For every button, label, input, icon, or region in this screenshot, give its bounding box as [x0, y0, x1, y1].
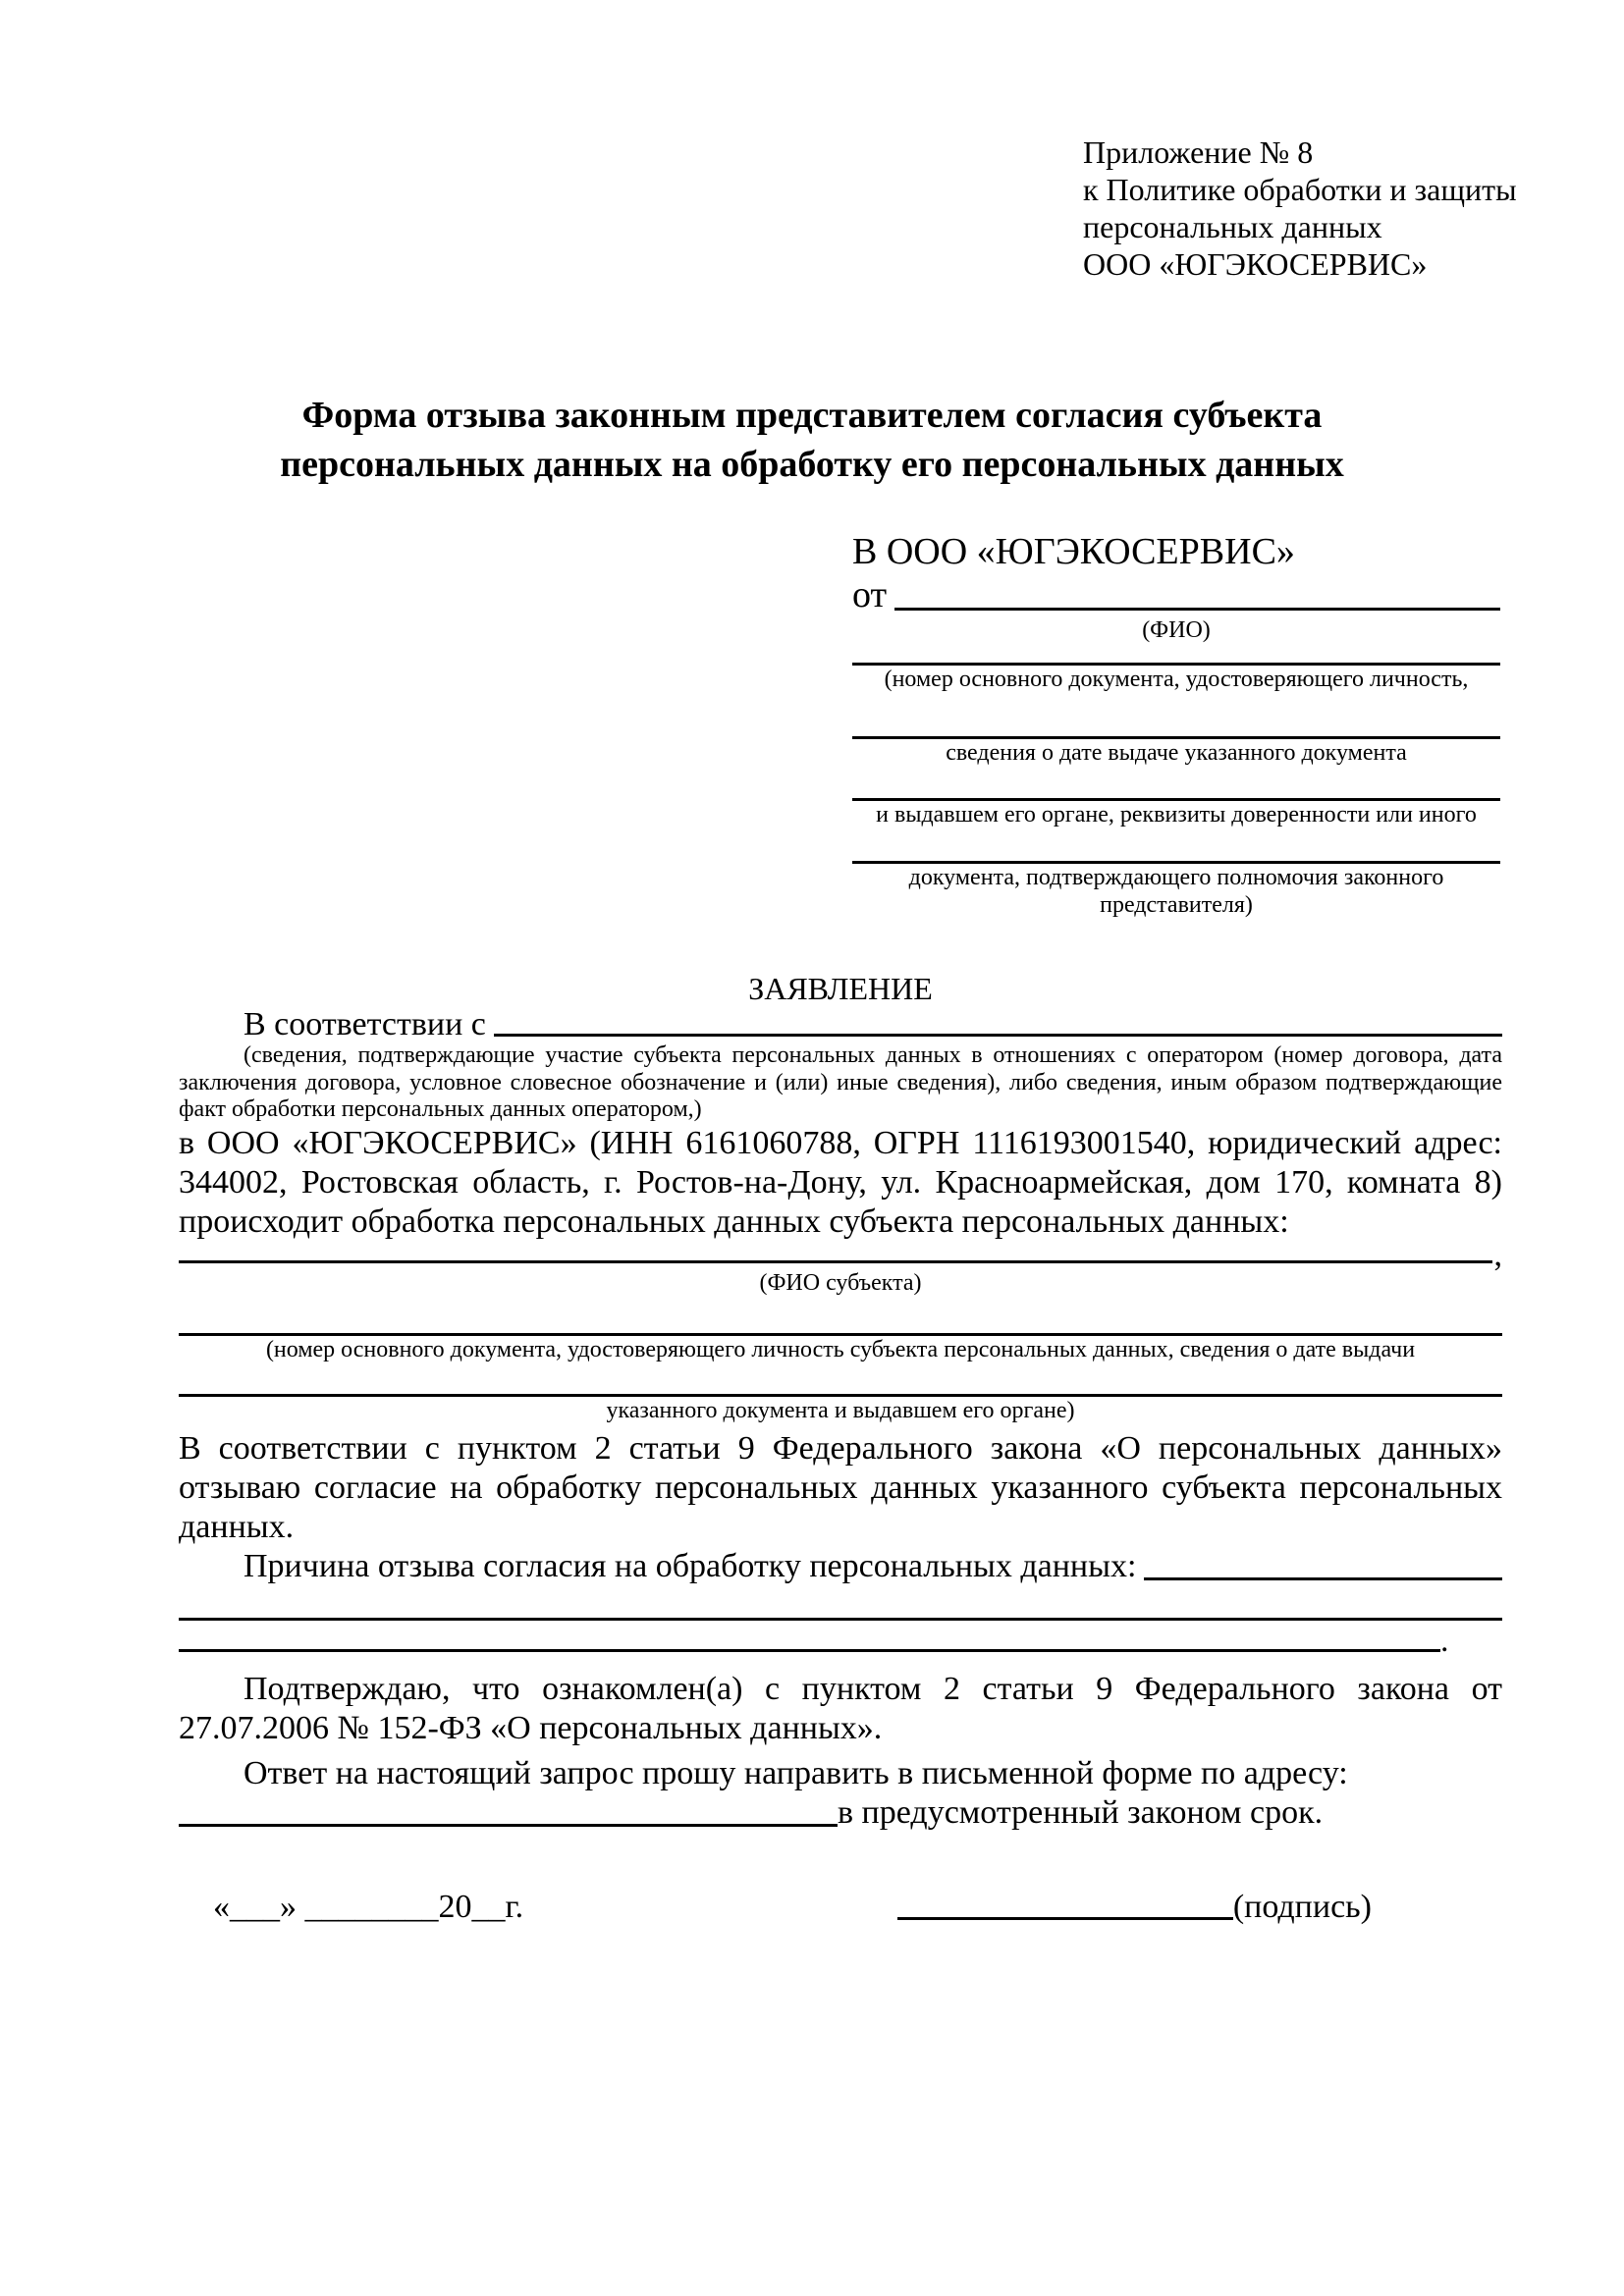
fio-blank-line	[894, 573, 1500, 611]
signature-group	[897, 1888, 1372, 1927]
intro-label: В соответствии с	[244, 1006, 486, 1042]
from-label: от	[852, 574, 888, 615]
doc-caption-4: документа, подтверждающего полномочия законного представителя)	[908, 865, 1444, 918]
footer-row	[213, 1888, 1372, 1927]
doc-blank-line-3	[852, 767, 1500, 801]
subject-fio-blank	[179, 1242, 1492, 1263]
addressee-organization: В ООО «ЮГЭКОСЕРВИС»	[852, 531, 1295, 572]
annex-line-4: ООО «ЮГЭКОСЕРВИС»	[1083, 246, 1428, 282]
subject-fio-comma: ,	[1493, 1236, 1502, 1273]
doc-caption-3: и выдавшем его органе, реквизиты доверенности или иного	[876, 802, 1477, 828]
statement-heading: ЗАЯВЛЕНИЕ	[748, 971, 933, 1006]
doc-blank-line-2	[852, 693, 1500, 739]
reason-continuation-blank-1	[179, 1618, 1502, 1621]
intro-line	[179, 1007, 1502, 1042]
addressee-from-line	[852, 573, 1500, 616]
date-line: «___» ________20__г.	[213, 1888, 524, 1925]
fio-caption: (ФИО)	[1142, 617, 1211, 643]
annex-line-3: персональных данных	[1083, 209, 1382, 244]
doc-blank-line-1	[852, 644, 1500, 666]
document-title: Форма отзыва законным представителем согласия субъекта персональных данных на обработку его персональных данных	[280, 395, 1344, 485]
annex-line-2: к Политике обработки и защиты	[1083, 172, 1517, 207]
subject-doc-blank-1	[179, 1297, 1502, 1336]
reason-label: Причина отзыва согласия на обработку персональных данных:	[244, 1547, 1137, 1584]
reason-continuation-underline	[179, 1629, 1440, 1652]
intro-blank-line	[494, 1007, 1502, 1037]
subject-doc-blank-2	[179, 1363, 1502, 1397]
signature-blank-line	[897, 1917, 1233, 1920]
reply-intro: Ответ на настоящий запрос прошу направить в письменной форме по адресу:	[244, 1754, 1348, 1791]
reply-tail: в предусмотренный законом срок.	[838, 1793, 1324, 1831]
annex-header	[1083, 133, 1624, 283]
signature-caption: (подпись)	[1232, 1888, 1372, 1925]
reason-continuation-blank-2	[179, 1622, 1502, 1659]
reason-blank-line	[1144, 1547, 1502, 1580]
doc-caption-2: сведения о дате выдаче указанного документа	[946, 740, 1407, 766]
confirm-paragraph: Подтверждаю, что ознакомлен(а) с пунктом 2 статьи 9 Федерального закона от 27.07.2006 № 152-ФЗ «О персональных данных».	[179, 1670, 1502, 1746]
annex-line-1: Приложение № 8	[1083, 134, 1314, 170]
doc-blank-line-4	[852, 828, 1500, 864]
subject-doc-caption-2: указанного документа и выдавшем его органе)	[606, 1397, 1075, 1423]
reason-blank-period: .	[1440, 1622, 1449, 1659]
reply-address-blank	[179, 1793, 838, 1827]
subject-doc-caption-1: (номер основного документа, удостоверяющего личность субъекта персональных данных, сведения о дате выдачи	[265, 1336, 1416, 1362]
withdrawal-paragraph: В соответствии с пунктом 2 статьи 9 Федерального закона «О персональных данных» отзываю согласие на обработку персональных данных указанного субъекта персональных данных.	[179, 1429, 1502, 1545]
addressee-block	[852, 530, 1500, 919]
intro-note: (сведения, подтверждающие участие субъекта персональных данных в отношениях с оператором (номер договора, дата заключения договора, условное словесное обозначение и (или) иные сведения), либо сведения, иным образом подтверждающие факт обработки персональных данных оператором,)	[179, 1042, 1502, 1122]
reply-address-line	[179, 1793, 1502, 1833]
subject-fio-caption: (ФИО субъекта)	[759, 1269, 922, 1296]
doc-caption-1: (номер основного документа, удостоверяющего личность,	[884, 667, 1469, 692]
operator-paragraph: в ООО «ЮГЭКОСЕРВИС» (ИНН 6161060788, ОГРН 1116193001540, юридический адрес: 344002, Ростовская область, г. Ростов-на-Дону, ул. Красноармейская, дом 170, комната 8) происходит обработка персональных данных субъекта персональных данных:	[179, 1124, 1502, 1240]
subject-fio-line	[179, 1236, 1502, 1273]
reason-line	[179, 1547, 1502, 1586]
